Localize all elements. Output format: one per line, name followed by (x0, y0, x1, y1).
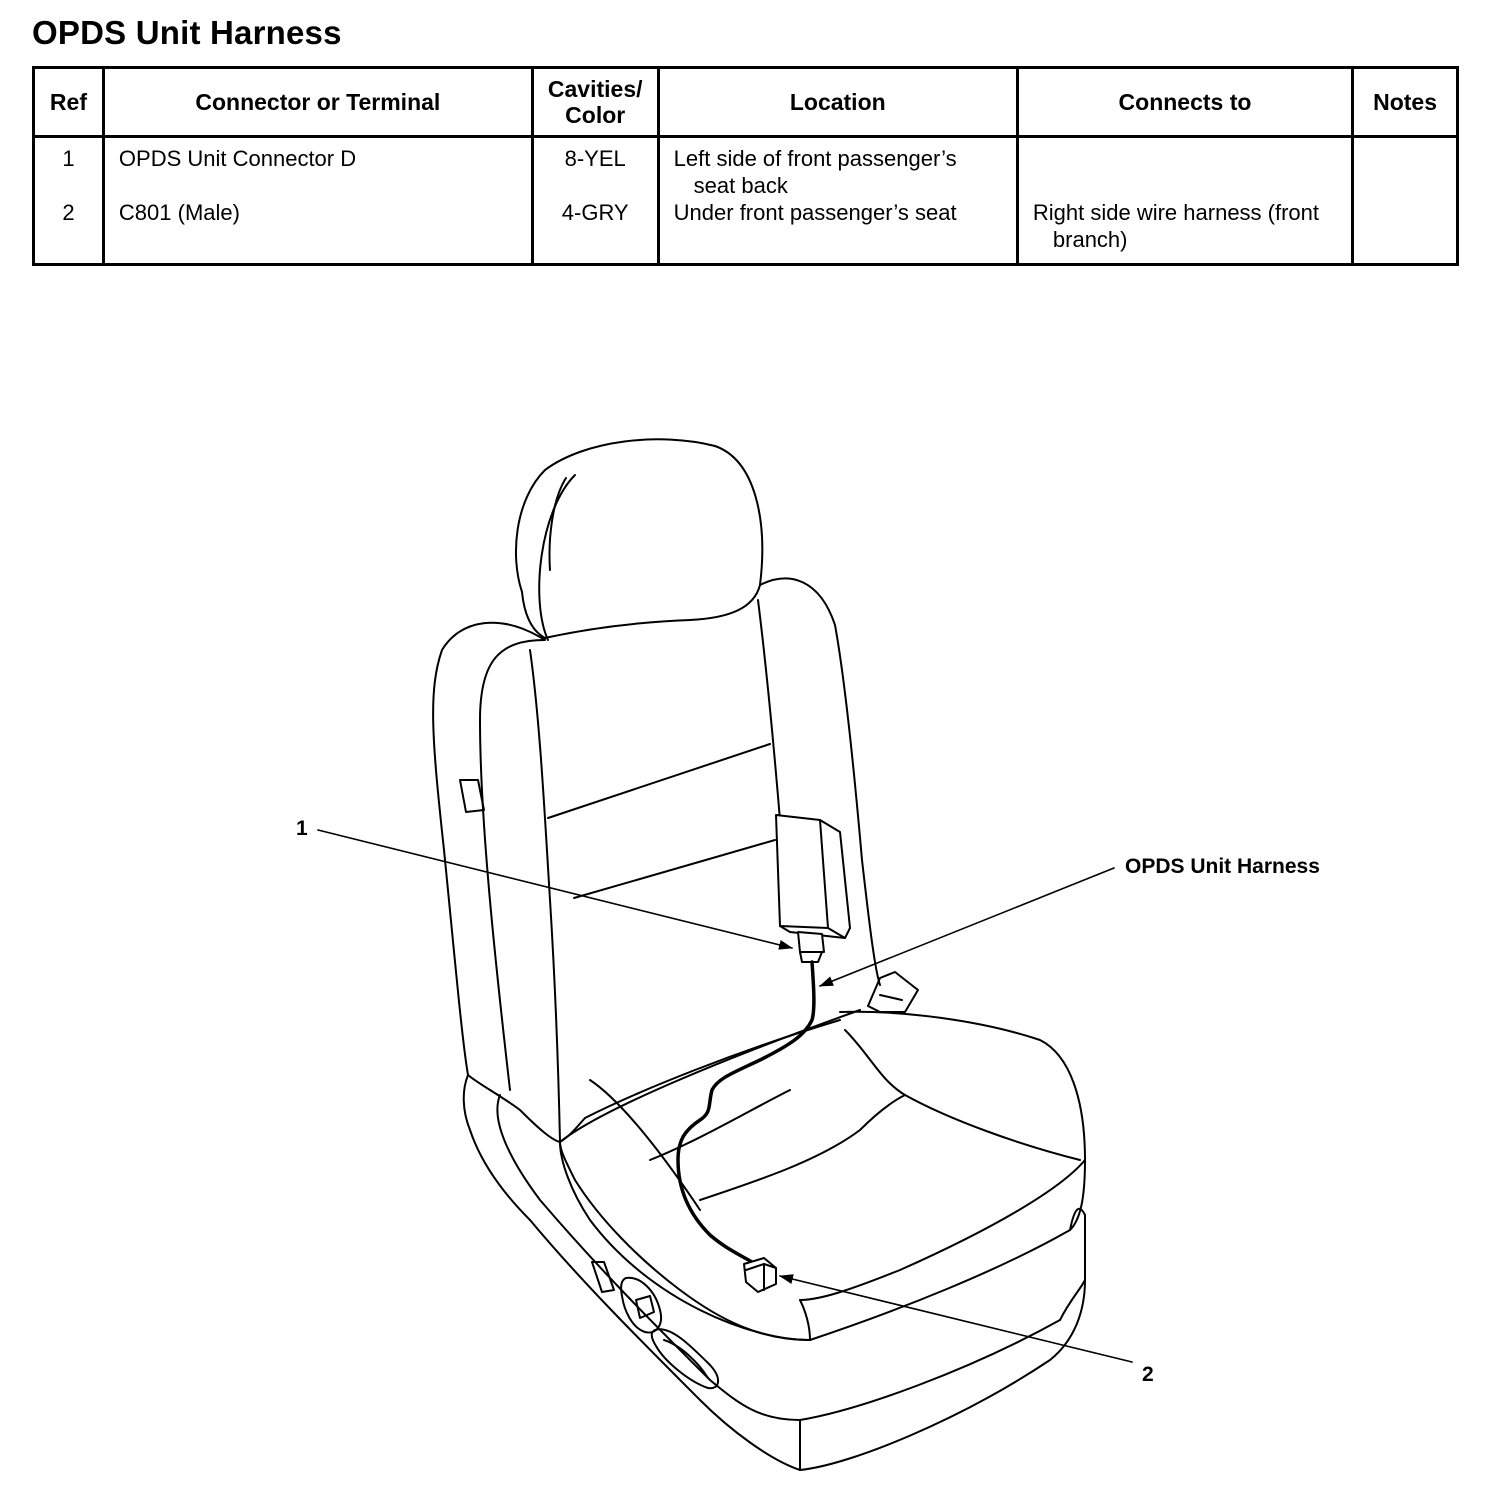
header-cavities (532, 68, 658, 137)
cell-ref: 2 (34, 199, 104, 265)
harness-table (32, 66, 1459, 266)
belt-buckle (868, 972, 918, 1012)
cell-cavities: 4-GRY (532, 199, 658, 265)
table-header-row (34, 68, 1458, 137)
header-notes: Notes (1353, 68, 1458, 137)
cell-connects-to-text: Right side wire harness (front branch) (1032, 200, 1320, 252)
c801-connector (744, 1258, 776, 1292)
cell-connects-to (1017, 199, 1352, 265)
header-connects-to: Connects to (1017, 68, 1352, 137)
cell-connector: C801 (Male) (103, 199, 532, 265)
header-ref: Ref (34, 68, 104, 137)
cell-notes (1353, 137, 1458, 200)
cell-location (658, 137, 1017, 200)
header-location: Location (658, 68, 1017, 137)
opds-harness-wire (678, 962, 814, 1262)
cell-ref: 1 (34, 137, 104, 200)
opds-connector-d (798, 932, 824, 962)
cell-connects-to (1017, 137, 1352, 200)
leader-line-1 (318, 830, 792, 948)
table-row (34, 199, 1458, 265)
seat-diagram (0, 290, 1504, 1480)
callout-label-1: 1 (296, 817, 308, 840)
headrest (516, 439, 762, 640)
harness-label: OPDS Unit Harness (1125, 855, 1320, 878)
cell-notes (1353, 199, 1458, 265)
table-row (34, 137, 1458, 200)
cell-cavities: 8-YEL (532, 137, 658, 200)
header-cavities-line1: Cavities/ (547, 76, 643, 102)
seat-cushion (560, 1012, 1085, 1340)
cell-connector: OPDS Unit Connector D (103, 137, 532, 200)
page-title: OPDS Unit Harness (32, 14, 342, 51)
header-connector: Connector or Terminal (103, 68, 532, 137)
cell-location-text: Left side of front passenger’s seat back (673, 146, 957, 198)
opds-unit (776, 815, 850, 938)
callout-label-2: 2 (1142, 1363, 1154, 1386)
cell-location (658, 199, 1017, 265)
cell-location-text: Under front passenger’s seat (673, 200, 957, 225)
header-cavities-line2: Color (565, 102, 626, 128)
